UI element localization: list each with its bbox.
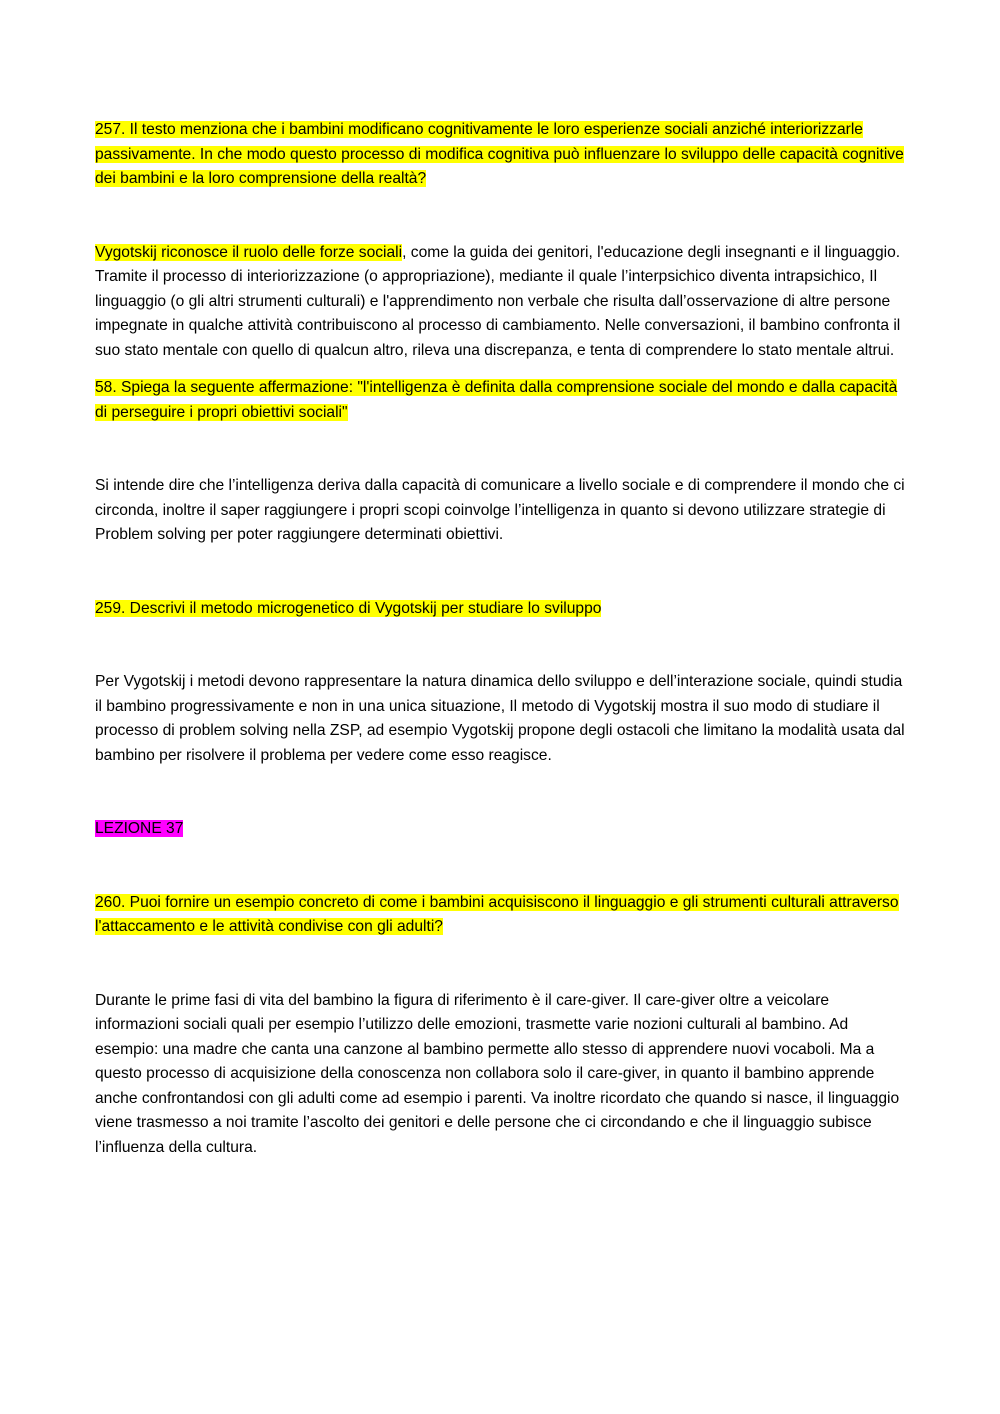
question-260-text: 260. Puoi fornire un esempio concreto di come i bambini acquisiscono il linguaggio e gli strumenti culturali attraverso l'attaccamento e le attività condivise con gli adulti? (95, 893, 899, 935)
question-260 (95, 891, 907, 940)
answer-257 (95, 241, 907, 364)
document-page (95, 118, 907, 1160)
answer-259 (95, 670, 907, 768)
question-259-text: 259. Descrivi il metodo microgenetico di Vygotskij per studiare lo sviluppo (95, 599, 602, 617)
question-258-text: 58. Spiega la seguente affermazione: "l'intelligenza è definita dalla comprensione sociale del mondo e dalla capacità di perseguire i propri obiettivi sociali" (95, 379, 898, 421)
lesson-heading-text: LEZIONE 37 (95, 820, 184, 837)
answer-257-text: , come la guida dei genitori, l'educazione degli insegnanti e il linguaggio. Tramite il processo di interiorizzazione (o appropriazione), mediante il quale l’interpsichico diventa intrapsichico, Il linguaggio (o gli altri strumenti culturali) e l'apprendimento non verbale che risulta dall’osservazione di altre persone impegnate in qualche attività contribuiscono al processo di cambiamento. Nelle conversazioni, il bambino confronta il suo stato mentale con quello di qualcun altro, rileva una discrepanza, e tenta di comprendere lo stato mentale altrui. (95, 243, 901, 359)
answer-260 (95, 989, 907, 1161)
answer-259-text: Per Vygotskij i metodi devono rappresentare la natura dinamica dello sviluppo e dell’interazione sociale, quindi studia il bambino progressivamente e non in una unica situazione, Il metodo di Vygotskij mostra il suo modo di studiare il processo di problem solving nella ZSP, ad esempio Vygotskij propone degli ostacoli che limitano la modalità usata dal bambino per risolvere il problema per vedere come esso reagisce. (95, 673, 905, 764)
question-257-text: 257. Il testo menziona che i bambini modificano cognitivamente le loro esperienze sociali anziché interiorizzarle passivamente. In che modo questo processo di modifica cognitiva può influenzare lo sviluppo delle capacità cognitive dei bambini e la loro comprensione della realtà? (95, 121, 904, 187)
answer-260-text: Durante le prime fasi di vita del bambino la figura di riferimento è il care-giver. Il care-giver oltre a veicolare informazioni sociali quali per esempio l’utilizzo delle emozioni, trasmette varie nozioni culturali al bambino. Ad esempio: una madre che canta una canzone al bambino permette allo stesso di apprendere nuovi vocaboli. Ma a questo processo di acquisizione della conoscenza non collabora solo il care-giver, in quanto il bambino apprende anche confrontandosi con gli adulti come ad esempio i parenti. Va inoltre ricordato che quando si nasce, il linguaggio viene trasmesso a noi tramite l’ascolto dei genitori e delle persone che ci circondando e che il linguaggio subisce l’influenza della cultura. (95, 991, 900, 1156)
answer-258 (95, 474, 907, 548)
answer-258-text: Si intende dire che l’intelligenza deriva dalla capacità di comunicare a livello sociale e di comprendere il mondo che ci circonda, inoltre il saper raggiungere i propri scopi coinvolge l’intelligenza in quanto si devono utilizzare strategie di Problem solving per poter raggiungere determinati obiettivi. (95, 477, 905, 543)
question-258 (95, 376, 907, 425)
lesson-heading (95, 817, 907, 842)
question-259 (95, 597, 907, 622)
answer-257-highlight: Vygotskij riconosce il ruolo delle forze sociali (95, 243, 403, 261)
question-257 (95, 118, 907, 192)
